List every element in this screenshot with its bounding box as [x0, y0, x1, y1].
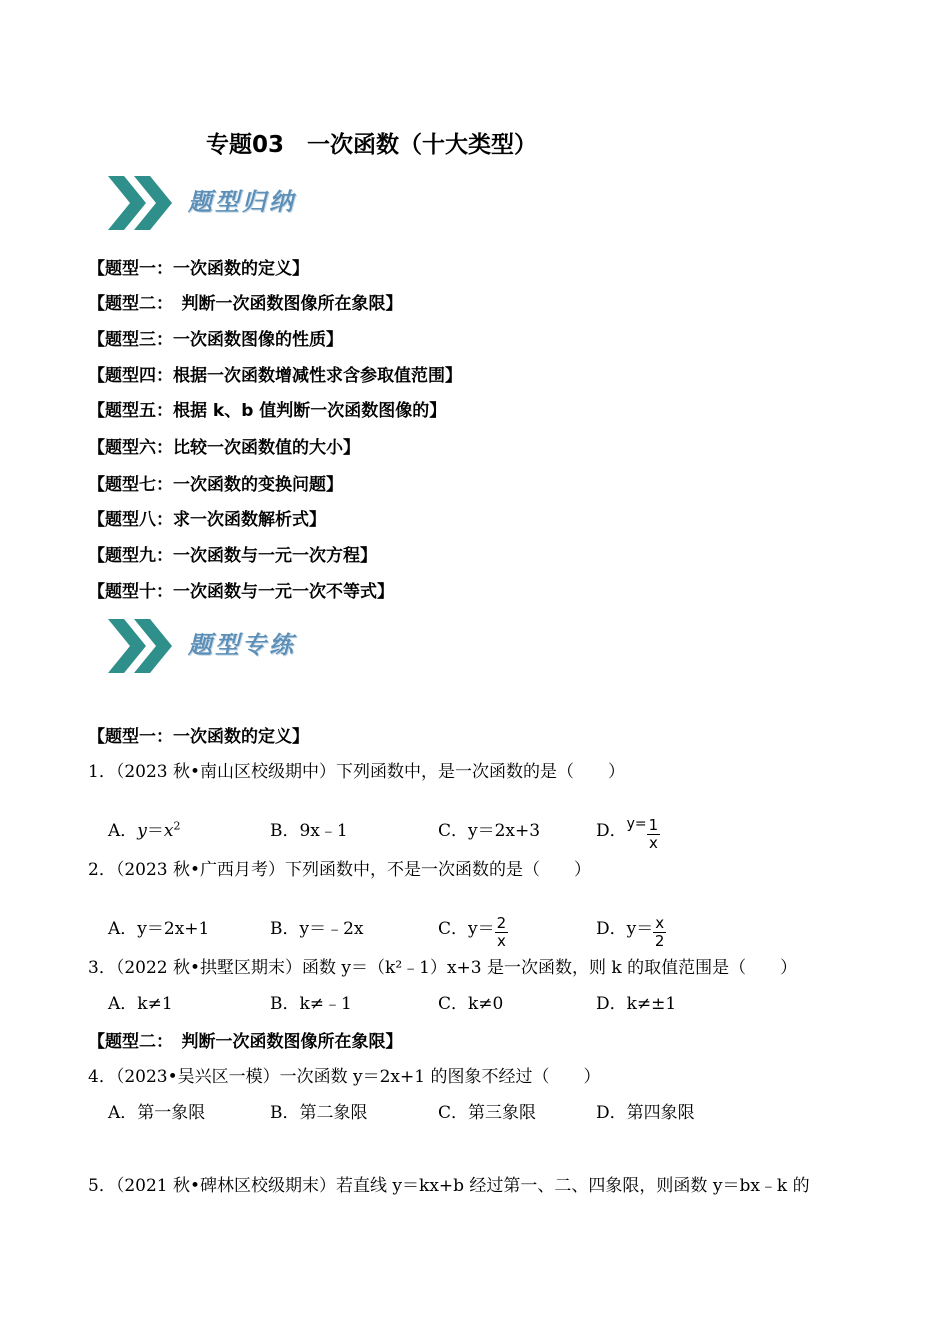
type-item-2: 【题型二： 判断一次函数图像所在象限】	[88, 294, 403, 314]
type-item-7: 【题型七：一次函数的变换问题】	[88, 475, 343, 495]
section-heading: 【题型一：一次函数的定义】	[88, 727, 309, 747]
type-item-8: 【题型八：求一次函数解析式】	[88, 510, 326, 530]
question-1-option-c: C．y＝2x+3	[438, 821, 541, 841]
type-item-4: 【题型四：根据一次函数增减性求含参取值范围】	[88, 366, 462, 386]
question-1-option-b: B．9x﹣1	[270, 821, 348, 841]
section-banner-practice	[104, 611, 324, 681]
question-2-option-b: B．y＝﹣2x	[270, 919, 364, 939]
question-4-option-b: B．第二象限	[270, 1103, 368, 1123]
question-2-option-d: D．y＝ $\frac{x}{2}$	[596, 914, 665, 950]
question-4-option-d: D．第四象限	[596, 1103, 695, 1123]
question-3-option-d: D．k≠±1	[596, 994, 677, 1014]
type-item-1: 【题型一：一次函数的定义】	[88, 259, 309, 279]
type-item-6: 【题型六：比较一次函数值的大小】	[88, 438, 360, 458]
double-chevron-icon	[104, 611, 184, 681]
question-2-option-c: C．y＝ $\frac{2}{x}$	[438, 914, 507, 950]
question-1-option-a: A．$y=x^2$	[108, 819, 181, 841]
question-3-option-c: C．k≠0	[438, 994, 504, 1014]
banner-title: 题型专练	[188, 630, 296, 659]
question-1-option-d: D．$^{y=}$ $\frac{1}{x}$	[596, 816, 659, 852]
question-5-stem: 5．（2021 秋•碑林区校级期末）若直线 y＝kx+b 经过第一、二、四象限，则函数 y＝bx﹣k 的	[88, 1176, 810, 1196]
type-item-3: 【题型三：一次函数图像的性质】	[88, 330, 343, 350]
section-banner-summary	[104, 168, 324, 238]
page-title: 专题03 一次函数（十大类型）	[206, 132, 538, 158]
double-chevron-icon	[104, 168, 184, 238]
question-1-stem: 1．（2023 秋•南山区校级期中）下列函数中，是一次函数的是（ ）	[88, 762, 626, 782]
type-item-9: 【题型九：一次函数与一元一次方程】	[88, 546, 377, 566]
question-2-stem: 2．（2023 秋•广西月考）下列函数中，不是一次函数的是（ ）	[88, 860, 592, 880]
banner-title: 题型归纳	[188, 187, 296, 216]
question-3-option-b: B．k≠﹣1	[270, 994, 352, 1014]
section-heading: 【题型二： 判断一次函数图像所在象限】	[88, 1032, 403, 1052]
question-4-stem: 4．（2023•吴兴区一模）一次函数 y＝2x+1 的图象不经过（ ）	[88, 1067, 601, 1087]
type-item-10: 【题型十：一次函数与一元一次不等式】	[88, 582, 394, 602]
question-4-option-a: A．第一象限	[108, 1103, 206, 1123]
question-2-option-a: A．y＝2x+1	[108, 919, 210, 939]
question-4-option-c: C．第三象限	[438, 1103, 537, 1123]
type-item-5: 【题型五：根据 k、b 值判断一次函数图像的】	[88, 401, 447, 421]
question-3-option-a: A．k≠1	[108, 994, 173, 1014]
question-3-stem: 3．（2022 秋•拱墅区期末）函数 y＝（k²﹣1）x+3 是一次函数，则 k 的取值范围是（ ）	[88, 958, 798, 978]
